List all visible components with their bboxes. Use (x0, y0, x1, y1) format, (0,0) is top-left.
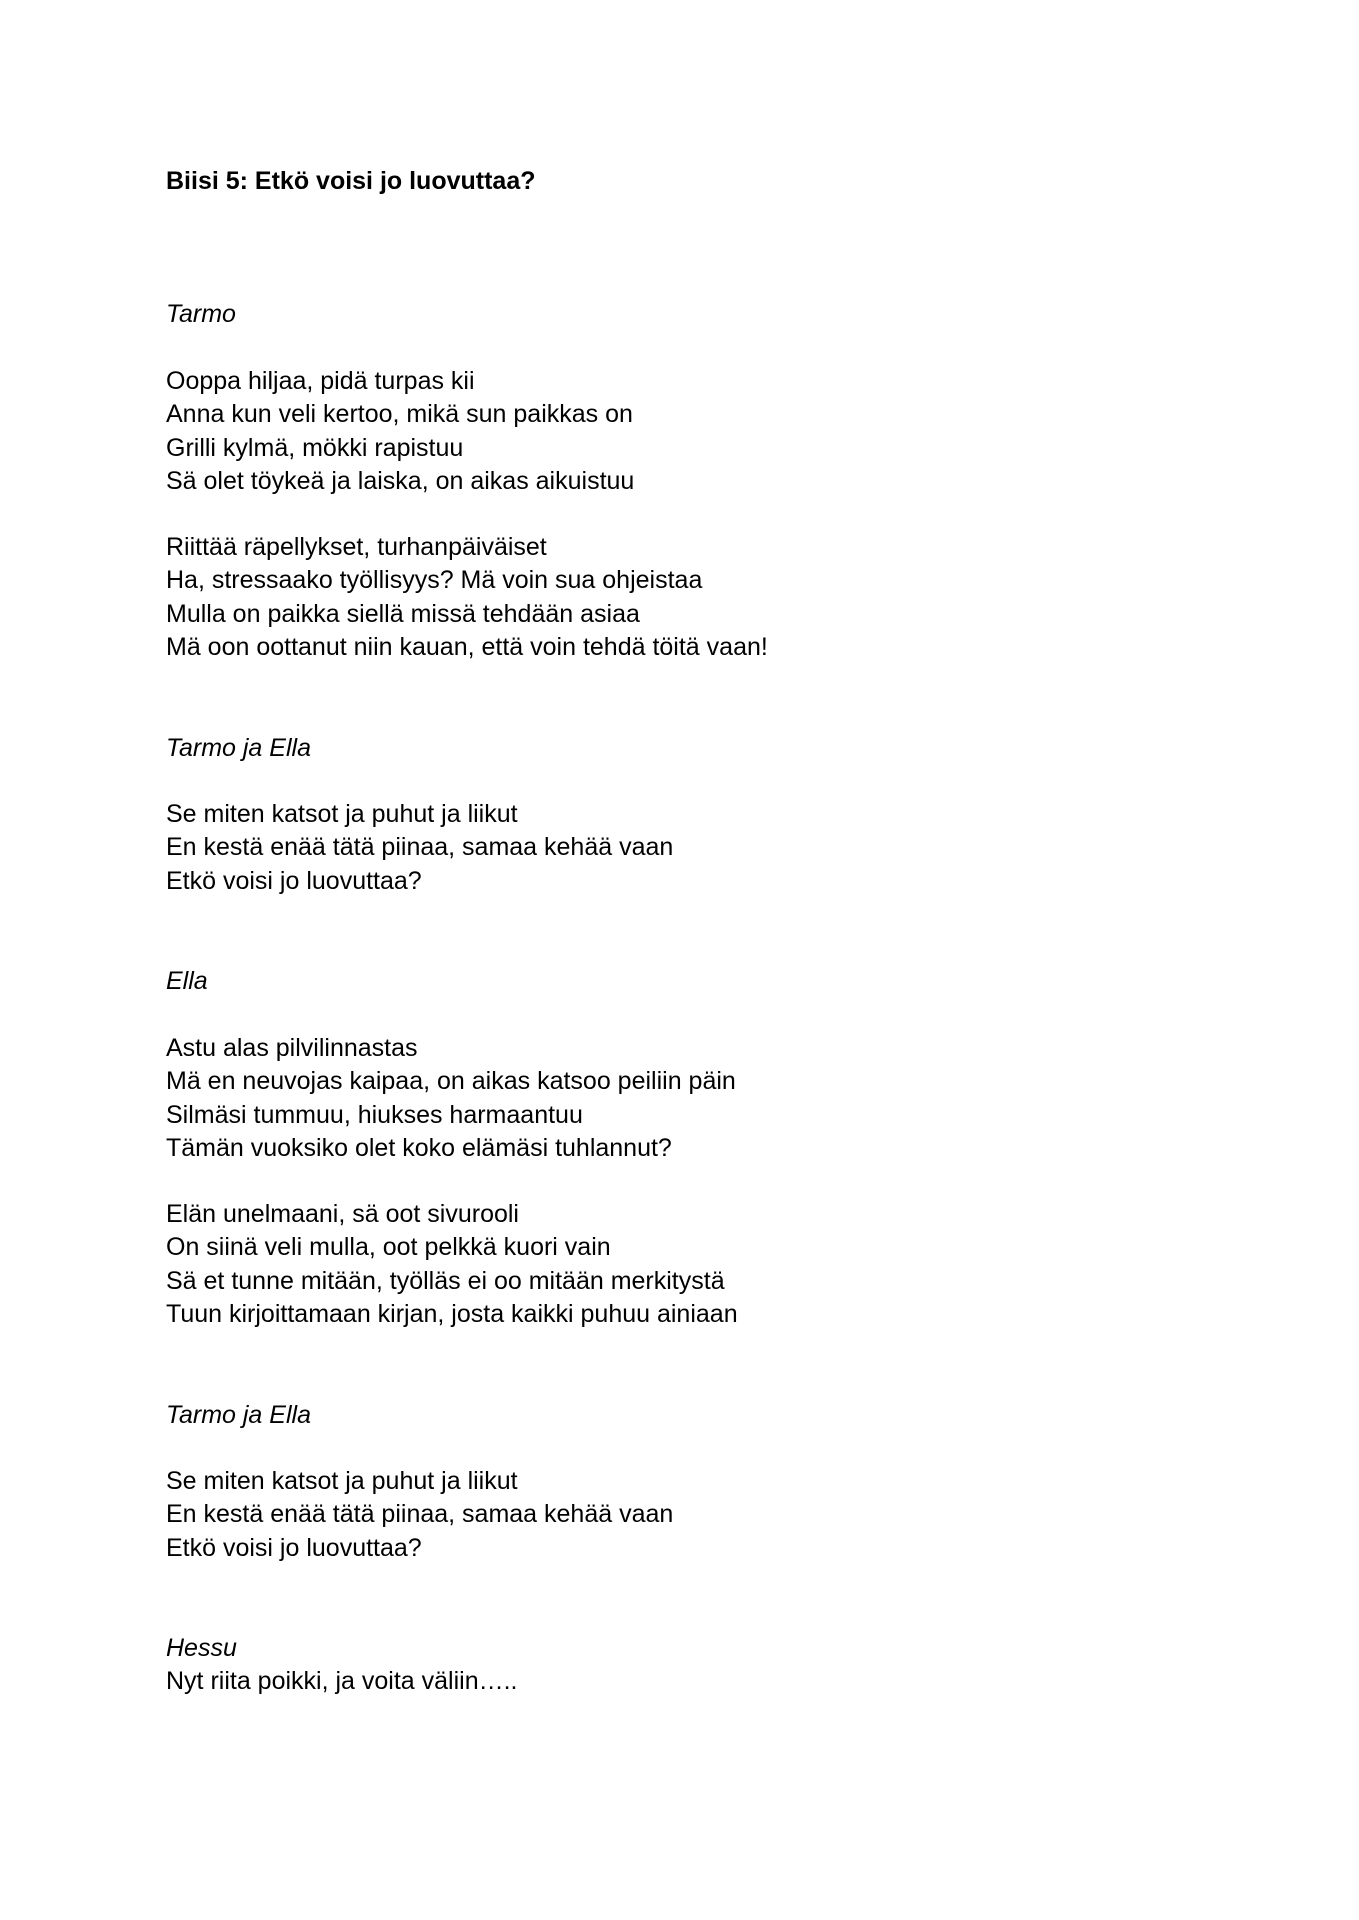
lyric-line: Mulla on paikka siellä missä tehdään asiaa (166, 599, 640, 628)
lyric-line: Elän unelmaani, sä oot sivurooli (166, 1200, 519, 1228)
lyric-line: Riittää räpellykset, turhanpäiväiset (166, 533, 547, 561)
lyric-stanza (166, 531, 768, 664)
lyric-line: Sä olet töykeä ja laiska, on aikas aikuistuu (166, 466, 635, 495)
speaker-label: Tarmo ja Ella (166, 1401, 311, 1429)
lyric-line: Sä et tunne mitään, työlläs ei oo mitään merkitystä (166, 1266, 725, 1295)
lyric-stanza (166, 1665, 518, 1698)
lyric-line: Grilli kylmä, mökki rapistuu (166, 433, 464, 462)
lyric-line: Silmäsi tummuu, hiukses harmaantuu (166, 1100, 583, 1129)
lyric-line: On siinä veli mulla, oot pelkkä kuori vain (166, 1233, 611, 1262)
lyric-stanza (166, 798, 673, 898)
lyric-stanza (166, 365, 634, 498)
lyric-line: Nyt riita poikki, ja voita väliin….. (166, 1667, 518, 1695)
lyric-line: Astu alas pilvilinnastas (166, 1034, 418, 1062)
lyric-line: Mä oon oottanut niin kauan, että voin tehdä töitä vaan! (166, 632, 768, 661)
lyric-line: Tämän vuoksiko olet koko elämäsi tuhlannut? (166, 1133, 672, 1162)
lyric-line: Ooppa hiljaa, pidä turpas kii (166, 367, 475, 395)
song-title: Biisi 5: Etkö voisi jo luovuttaa? (166, 167, 536, 195)
lyric-line: Anna kun veli kertoo, mikä sun paikkas on (166, 400, 633, 429)
lyric-line: En kestä enää tätä piinaa, samaa kehää vaan (166, 833, 674, 862)
lyric-stanza (166, 1465, 673, 1565)
lyric-line: Tuun kirjoittamaan kirjan, josta kaikki puhuu ainiaan (166, 1299, 738, 1328)
lyric-line: En kestä enää tätä piinaa, samaa kehää vaan (166, 1500, 674, 1529)
lyric-line: Se miten katsot ja puhut ja liikut (166, 1467, 518, 1495)
lyric-line: Ha, stressaako työllisyys? Mä voin sua ohjeistaa (166, 566, 703, 595)
lyric-line: Etkö voisi jo luovuttaa? (166, 1533, 422, 1562)
lyric-line: Etkö voisi jo luovuttaa? (166, 866, 422, 895)
speaker-label: Tarmo (166, 300, 236, 328)
lyric-stanza (166, 1032, 736, 1165)
speaker-label: Hessu (166, 1634, 237, 1662)
speaker-label: Tarmo ja Ella (166, 734, 311, 762)
speaker-label: Ella (166, 967, 208, 995)
lyric-line: Mä en neuvojas kaipaa, on aikas katsoo peiliin päin (166, 1067, 736, 1096)
lyric-stanza (166, 1198, 738, 1331)
lyric-line: Se miten katsot ja puhut ja liikut (166, 800, 518, 828)
